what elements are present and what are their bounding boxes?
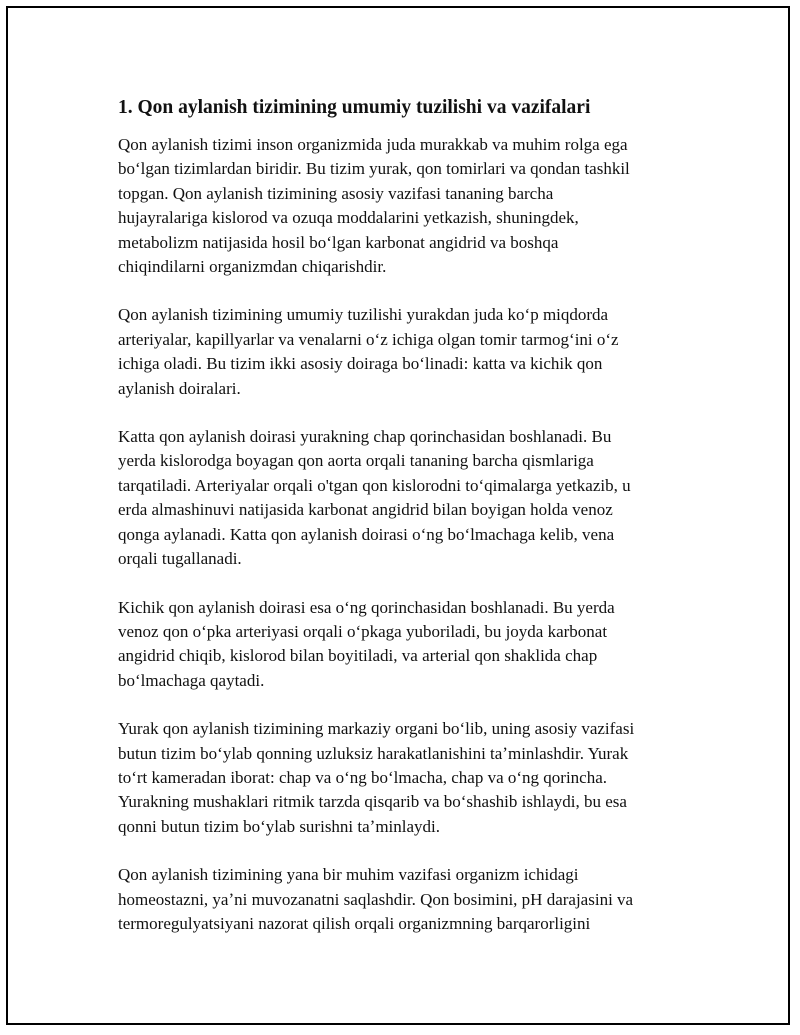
text-line: topgan. Qon aylanish tizimining asosiy vazifasi tananing barcha [118,183,554,203]
text-line: orqali tugallanadi. [118,549,242,569]
text-line: Qon aylanish tizimining umumiy tuzilishi yurakdan juda koʻp miqdorda [118,305,609,325]
text-line: metabolizm natijasida hosil boʻlgan karbonat angidrid va boshqa [118,232,559,252]
paragraph-3 [118,425,688,571]
text-line: qonni butun tizim boʻylab surishni taʼminlaydi. [118,816,441,836]
text-line: Katta qon aylanish doirasi yurakning chap qorinchasidan boshlanadi. Bu [118,427,612,447]
text-line: aylanish doiralari. [118,378,241,398]
paragraph-1 [118,133,688,279]
document-body [118,93,688,960]
text-line: boʻlgan tizimlardan biridir. Bu tizim yurak, qon tomirlari va qondan tashkil [118,159,630,179]
text-line: yerda kislorodga boyagan qon aorta orqali tananing barcha qismlariga [118,451,594,471]
text-line: venoz qon oʻpka arteriyasi orqali oʻpkaga yuboriladi, bu joyda karbonat [118,621,608,641]
text-line: Qon aylanish tizimi inson organizmida juda murakkab va muhim rolga ega [118,135,628,154]
paragraph-4 [118,596,688,694]
text-line: Kichik qon aylanish doirasi esa oʻng qorinchasidan boshlanadi. Bu yerda [118,597,615,617]
paragraph-2 [118,303,688,401]
text-line: ichiga oladi. Bu tizim ikki asosiy doiraga boʻlinadi: katta va kichik qon [118,354,603,374]
text-line: Qon aylanish tizimining yana bir muhim vazifasi organizm ichidagi [118,865,579,885]
paragraph-5 [118,717,688,839]
text-line: termoregulyatsiyani nazorat qilish orqali organizmning barqarorligini [118,913,591,933]
text-line: butun tizim boʻylab qonning uzluksiz harakatlanishini taʼminlashdir. Yurak [118,743,629,763]
text-line: erda almashinuvi natijasida karbonat angidrid bilan boyigan holda venoz [118,500,613,520]
text-line: arteriyalar, kapillyarlar va venalarni oʻz ichiga olgan tomir tarmogʻini oʻz [118,329,619,349]
text-line: homeostazni, yaʼni muvozanatni saqlashdir. Qon bosimini, pH darajasini va [118,889,634,909]
text-line: angidrid chiqib, kislorod bilan boyitiladi, va arterial qon shaklida chap [118,646,598,666]
text-line: chiqindilarni organizmdan chiqarishdir. [118,257,387,277]
text-line: boʻlmachaga qaytadi. [118,670,265,690]
section-title: 1. Qon aylanish tizimining umumiy tuzilishi va vazifalari [118,97,591,118]
text-line: toʻrt kameradan iborat: chap va oʻng boʻlmacha, chap va oʻng qorincha. [118,767,608,787]
text-line: Yurakning mushaklari ritmik tarzda qisqarib va boʻshashib ishlaydi, bu esa [118,792,627,812]
text-line: hujayralariga kislorod va ozuqa moddalarini yetkazish, shuningdek, [118,208,579,228]
text-line: tarqatiladi. Arteriyalar orqali o'tgan qon kislorodni toʻqimalarga yetkazib, u [118,475,631,495]
text-line: Yurak qon aylanish tizimining markaziy organi boʻlib, uning asosiy vazifasi [118,719,635,739]
text-line: qonga aylanadi. Katta qon aylanish doirasi oʻng boʻlmachaga kelib, vena [118,524,615,544]
paragraph-6 [118,863,688,936]
